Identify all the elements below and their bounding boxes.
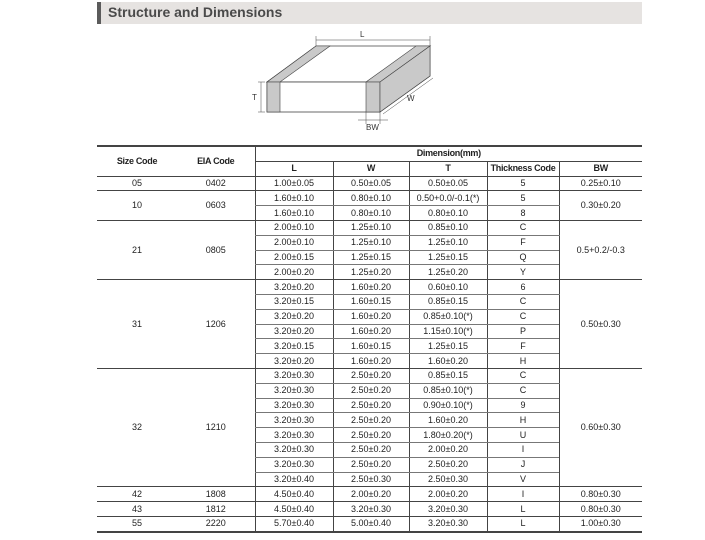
thickness-code-cell: Y [487,265,559,280]
dim-l-cell: 2.00±0.20 [255,265,333,280]
dim-l-cell: 3.20±0.30 [255,442,333,457]
size-code-cell: 05 [97,176,177,191]
header-size-code: Size Code [97,146,177,176]
eia-code-cell: 2220 [177,516,255,531]
dim-l-cell: 3.20±0.30 [255,368,333,383]
size-code-cell: 32 [97,368,177,486]
dim-t-cell: 2.50±0.30 [409,472,487,487]
dim-t-cell: 1.25±0.15 [409,250,487,265]
dim-w-cell: 2.50±0.20 [333,398,409,413]
eia-code-cell: 0603 [177,191,255,221]
thickness-code-cell: V [487,472,559,487]
thickness-code-cell: 9 [487,398,559,413]
thickness-code-cell: C [487,383,559,398]
dim-l-cell: 2.00±0.10 [255,220,333,235]
thickness-code-cell: F [487,235,559,250]
dim-l-cell: 3.20±0.15 [255,339,333,354]
size-code-cell: 42 [97,487,177,502]
dim-t-cell: 3.20±0.30 [409,502,487,517]
dim-t-cell: 0.85±0.10(*) [409,383,487,398]
dim-w-cell: 0.80±0.10 [333,206,409,221]
bw-cell: 0.5+0.2/-0.3 [559,220,642,279]
dimensions-table [97,145,642,533]
thickness-code-cell: 5 [487,176,559,191]
dim-w-cell: 3.20±0.30 [333,502,409,517]
dim-l-cell: 4.50±0.40 [255,487,333,502]
diagram-label-l: L [360,30,365,39]
size-code-cell: 43 [97,502,177,517]
dim-w-cell: 1.60±0.20 [333,324,409,339]
thickness-code-cell: 6 [487,280,559,295]
table-row [97,220,642,235]
header-bw: BW [559,161,642,176]
dim-t-cell: 1.60±0.20 [409,354,487,369]
dim-t-cell: 0.85±0.10 [409,220,487,235]
size-code-cell: 31 [97,280,177,369]
dim-w-cell: 2.50±0.20 [333,368,409,383]
dim-t-cell: 1.25±0.20 [409,265,487,280]
section-title: Structure and Dimensions [108,4,283,20]
thickness-code-cell: I [487,442,559,457]
header-w: W [333,161,409,176]
table-row [97,191,642,206]
dim-w-cell: 1.60±0.15 [333,294,409,309]
dim-t-cell: 1.25±0.15 [409,339,487,354]
dim-l-cell: 3.20±0.20 [255,324,333,339]
dim-w-cell: 1.25±0.10 [333,235,409,250]
dim-w-cell: 1.25±0.20 [333,265,409,280]
thickness-code-cell: C [487,309,559,324]
header-dimension: Dimension(mm) [255,146,642,161]
dim-t-cell: 1.60±0.20 [409,413,487,428]
dim-l-cell: 1.60±0.10 [255,206,333,221]
header-thickness-code: Thickness Code [487,161,559,176]
diagram-label-bw: BW [366,123,379,132]
bw-cell: 1.00±0.30 [559,516,642,531]
dim-t-cell: 0.60±0.10 [409,280,487,295]
thickness-code-cell: C [487,294,559,309]
dim-l-cell: 1.00±0.05 [255,176,333,191]
table-row [97,280,642,295]
size-code-cell: 21 [97,220,177,279]
dim-w-cell: 1.60±0.20 [333,309,409,324]
bw-cell: 0.50±0.30 [559,280,642,369]
dim-w-cell: 2.50±0.20 [333,428,409,443]
dim-t-cell: 0.50±0.05 [409,176,487,191]
header-t: T [409,161,487,176]
dim-w-cell: 1.60±0.20 [333,354,409,369]
table-row [97,487,642,502]
dim-w-cell: 1.60±0.15 [333,339,409,354]
thickness-code-cell: I [487,487,559,502]
dim-l-cell: 3.20±0.40 [255,472,333,487]
thickness-code-cell: F [487,339,559,354]
thickness-code-cell: 5 [487,191,559,206]
dim-w-cell: 1.60±0.20 [333,280,409,295]
dim-l-cell: 3.20±0.15 [255,294,333,309]
header-row-top [97,146,642,161]
dim-l-cell: 3.20±0.20 [255,280,333,295]
thickness-code-cell: L [487,516,559,531]
dim-l-cell: 3.20±0.30 [255,457,333,472]
table-row [97,176,642,191]
bw-cell: 0.30±0.20 [559,191,642,221]
diagram-label-t: T [252,93,257,102]
dim-l-cell: 3.20±0.30 [255,383,333,398]
dim-w-cell: 0.80±0.10 [333,191,409,206]
dim-w-cell: 1.25±0.15 [333,250,409,265]
dim-t-cell: 2.00±0.20 [409,487,487,502]
table-row [97,502,642,517]
thickness-code-cell: H [487,354,559,369]
dim-t-cell: 0.85±0.10(*) [409,309,487,324]
dim-w-cell: 2.50±0.20 [333,383,409,398]
diagram-label-w: W [407,94,415,103]
thickness-code-cell: L [487,502,559,517]
dim-l-cell: 3.20±0.20 [255,354,333,369]
eia-code-cell: 1812 [177,502,255,517]
dim-w-cell: 2.50±0.20 [333,442,409,457]
header-eia-code: EIA Code [177,146,255,176]
dim-t-cell: 0.85±0.15 [409,368,487,383]
table-row [97,516,642,531]
dim-t-cell: 1.15±0.10(*) [409,324,487,339]
eia-code-cell: 1210 [177,368,255,486]
dim-t-cell: 0.50+0.0/-0.1(*) [409,191,487,206]
dim-w-cell: 5.00±0.40 [333,516,409,531]
dim-l-cell: 3.20±0.30 [255,398,333,413]
thickness-code-cell: H [487,413,559,428]
dim-w-cell: 0.50±0.05 [333,176,409,191]
dim-t-cell: 0.80±0.10 [409,206,487,221]
dim-w-cell: 1.25±0.10 [333,220,409,235]
eia-code-cell: 0805 [177,220,255,279]
dim-l-cell: 4.50±0.40 [255,502,333,517]
thickness-code-cell: 8 [487,206,559,221]
dim-t-cell: 1.80±0.20(*) [409,428,487,443]
thickness-code-cell: P [487,324,559,339]
table-row [97,368,642,383]
header-l: L [255,161,333,176]
dim-t-cell: 1.25±0.10 [409,235,487,250]
eia-code-cell: 0402 [177,176,255,191]
section-title-bar [97,2,642,24]
size-code-cell: 55 [97,516,177,531]
bw-cell: 0.60±0.30 [559,368,642,486]
thickness-code-cell: C [487,368,559,383]
dim-w-cell: 2.50±0.30 [333,472,409,487]
dim-l-cell: 3.20±0.20 [255,309,333,324]
dim-t-cell: 2.50±0.20 [409,457,487,472]
thickness-code-cell: Q [487,250,559,265]
dim-w-cell: 2.00±0.20 [333,487,409,502]
dim-l-cell: 2.00±0.10 [255,235,333,250]
thickness-code-cell: U [487,428,559,443]
eia-code-cell: 1808 [177,487,255,502]
dim-w-cell: 2.50±0.20 [333,457,409,472]
chip-structure-diagram [250,26,450,138]
dim-w-cell: 2.50±0.20 [333,413,409,428]
dim-t-cell: 0.85±0.15 [409,294,487,309]
bw-cell: 0.25±0.10 [559,176,642,191]
bw-cell: 0.80±0.30 [559,502,642,517]
dimensions-table-body [97,176,642,532]
dim-t-cell: 0.90±0.10(*) [409,398,487,413]
dim-l-cell: 3.20±0.30 [255,428,333,443]
dim-t-cell: 2.00±0.20 [409,442,487,457]
thickness-code-cell: C [487,220,559,235]
size-code-cell: 10 [97,191,177,221]
bw-cell: 0.80±0.30 [559,487,642,502]
dim-l-cell: 3.20±0.30 [255,413,333,428]
eia-code-cell: 1206 [177,280,255,369]
dim-t-cell: 3.20±0.30 [409,516,487,531]
dim-l-cell: 2.00±0.15 [255,250,333,265]
thickness-code-cell: J [487,457,559,472]
dim-l-cell: 1.60±0.10 [255,191,333,206]
dim-l-cell: 5.70±0.40 [255,516,333,531]
